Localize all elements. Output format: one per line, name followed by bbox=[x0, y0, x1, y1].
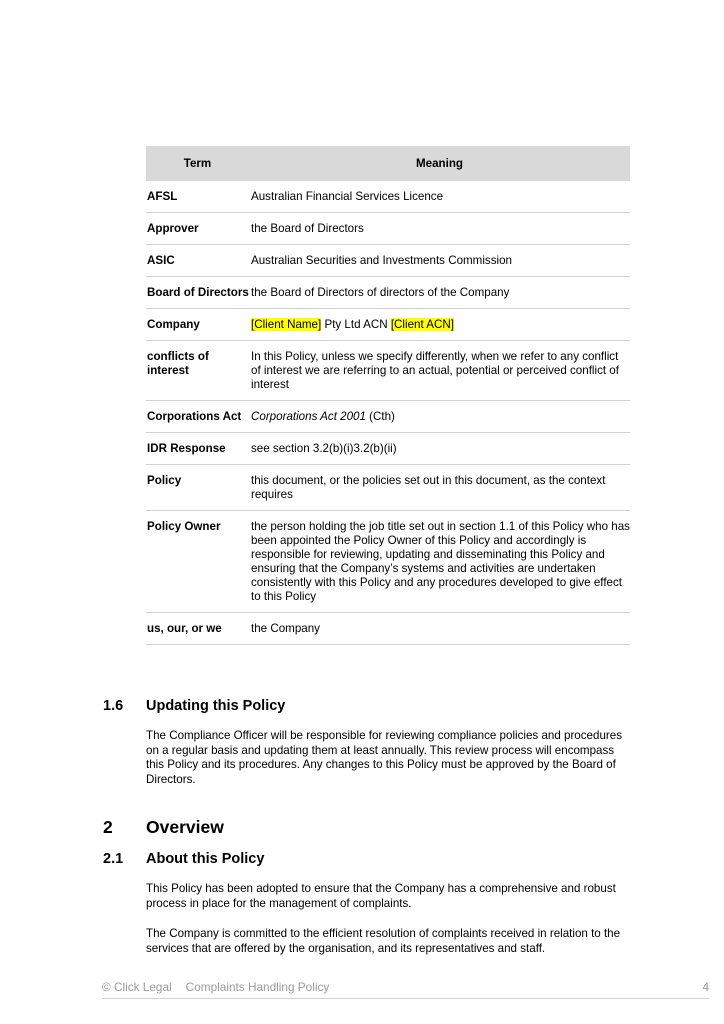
table-row bbox=[146, 245, 630, 277]
table-row bbox=[146, 613, 630, 645]
footer-doc-title: Complaints Handling Policy bbox=[185, 980, 330, 994]
footer-divider bbox=[102, 998, 709, 999]
section-1-6-number: 1.6 bbox=[103, 698, 124, 714]
term-cell: Policy Owner bbox=[146, 511, 249, 613]
term-cell: us, our, or we bbox=[146, 613, 249, 645]
section-2-1-title: About this Policy bbox=[146, 851, 265, 867]
meaning-cell: In this Policy, unless we specify differently, when we refer to any conflict of interest we are referring to an actual, potential or perceived conflict of interest bbox=[249, 341, 630, 401]
meaning-cell: Australian Financial Services Licence bbox=[249, 181, 630, 213]
page-number: 4 bbox=[702, 980, 709, 994]
page-footer bbox=[102, 980, 709, 994]
section-2-1-paragraph-2: The Company is committed to the efficient resolution of complaints received in relation to the services that are offered by the organisation, and its representatives and staff. bbox=[146, 927, 621, 955]
act-jurisdiction: (Cth) bbox=[365, 410, 395, 423]
client-name-placeholder: [Client Name] bbox=[251, 318, 322, 331]
table-row bbox=[146, 341, 630, 401]
term-cell: ASIC bbox=[146, 245, 249, 277]
term-cell: Board of Directors bbox=[146, 277, 249, 309]
term-cell: Approver bbox=[146, 213, 249, 245]
meaning-cell bbox=[249, 309, 630, 341]
meaning-cell: see section 3.2(b)(i)3.2(b)(ii) bbox=[249, 433, 630, 465]
section-2-title: Overview bbox=[146, 817, 224, 837]
meaning-cell: Australian Securities and Investments Commission bbox=[249, 245, 630, 277]
meaning-cell: the Board of Directors of directors of the Company bbox=[249, 277, 630, 309]
table-row bbox=[146, 181, 630, 213]
section-1-6-title: Updating this Policy bbox=[146, 698, 286, 714]
table-row bbox=[146, 401, 630, 433]
table-row bbox=[146, 465, 630, 511]
act-name: Corporations Act 2001 bbox=[251, 410, 366, 423]
table-row bbox=[146, 309, 630, 341]
table-row bbox=[146, 511, 630, 613]
table-row bbox=[146, 433, 630, 465]
meaning-cell bbox=[249, 401, 630, 433]
term-cell: IDR Response bbox=[146, 433, 249, 465]
section-2-number: 2 bbox=[103, 817, 113, 837]
definitions-table bbox=[146, 146, 630, 645]
meaning-cell: the person holding the job title set out in section 1.1 of this Policy who has been appointed the Policy Owner of this Policy and accordingly is responsible for reviewing, updating and disseminating this Policy and ensuring that the Company’s systems and activities are undertaken consistently with this Policy and any procedures developed to give effect to this Policy bbox=[249, 511, 630, 613]
client-acn-placeholder: [Client ACN] bbox=[390, 318, 454, 331]
table-row bbox=[146, 277, 630, 309]
section-2-1-paragraph-1: This Policy has been adopted to ensure that the Company has a comprehensive and robust process in place for the management of complaints. bbox=[146, 882, 616, 910]
section-1-6-paragraph: The Compliance Officer will be responsible for reviewing compliance policies and procedures on a regular basis and updating them at least annually. This review process will encompass this Policy and its procedures. Any changes to this Policy must be approved by the Board of Directors. bbox=[146, 729, 623, 786]
meaning-cell: this document, or the policies set out in this document, as the context requires bbox=[249, 465, 630, 511]
term-cell: Policy bbox=[146, 465, 249, 511]
table-row bbox=[146, 213, 630, 245]
meaning-cell: the Board of Directors bbox=[249, 213, 630, 245]
table-header-row bbox=[146, 146, 630, 181]
term-cell: conflicts of interest bbox=[146, 341, 249, 401]
term-cell: Company bbox=[146, 309, 249, 341]
footer-copyright: © Click Legal bbox=[102, 980, 172, 994]
section-2-1-number: 2.1 bbox=[103, 851, 124, 867]
column-header-meaning: Meaning bbox=[249, 146, 630, 181]
column-header-term: Term bbox=[146, 146, 249, 181]
term-cell: AFSL bbox=[146, 181, 249, 213]
term-cell: Corporations Act bbox=[146, 401, 249, 433]
meaning-cell: the Company bbox=[249, 613, 630, 645]
company-meaning-text: Pty Ltd ACN bbox=[321, 318, 391, 331]
